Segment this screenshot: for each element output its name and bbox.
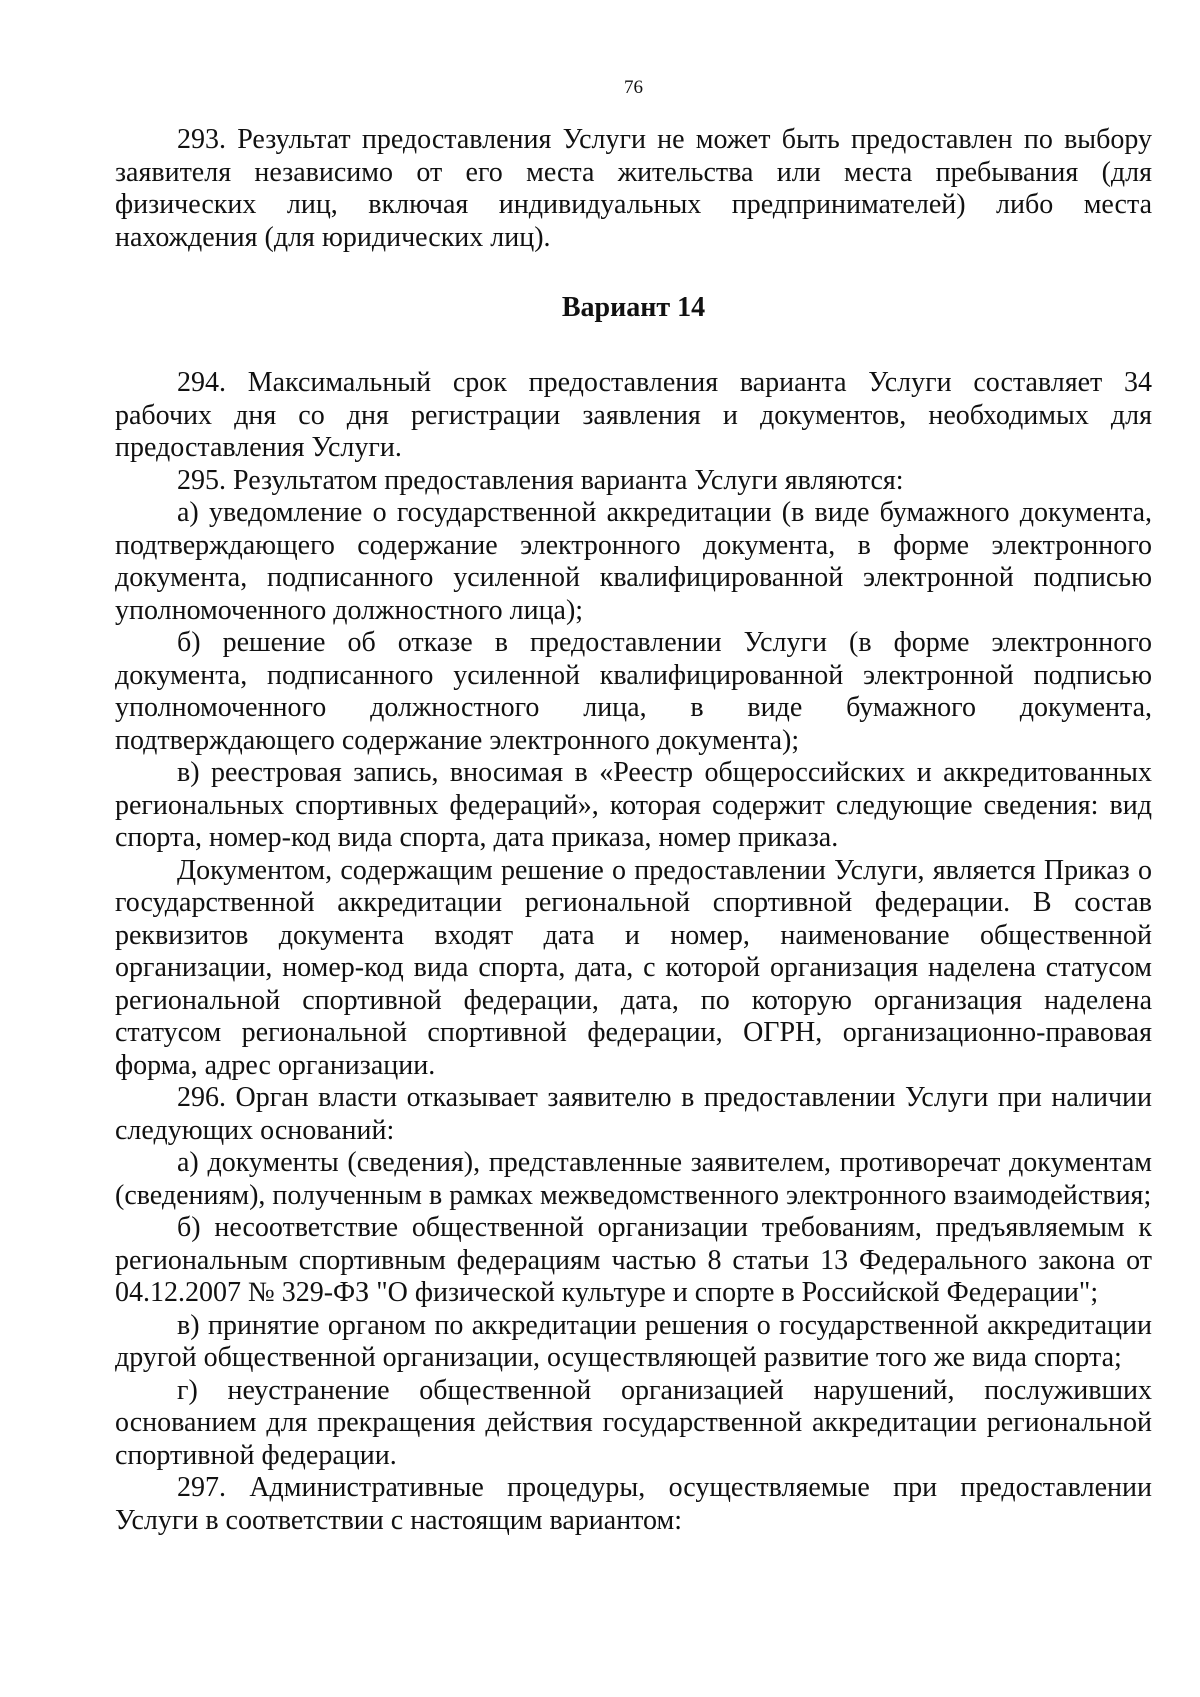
paragraph-296-b: б) несоответствие общественной организации требованиям, предъявляемым к региональным спортивным федерациям частью 8 статьи 13 Федерального закона от 04.12.2007 № 329-ФЗ "О физической культуре и спорте в Российской Федерации"; xyxy=(115,1212,1152,1308)
paragraph-297: 297. Административные процедуры, осуществляемые при предоставлении Услуги в соответствии с настоящим вариантом: xyxy=(115,1472,1152,1536)
section-heading: Вариант 14 xyxy=(561,292,706,323)
paragraph-295: 295. Результатом предоставления варианта Услуги являются: xyxy=(177,464,904,496)
paragraph-296-g: г) неустранение общественной организацией нарушений, послуживших основанием для прекращения действия государственной аккредитации региональной спортивной федерации. xyxy=(115,1374,1152,1471)
paragraph-296-a: а) документы (сведения), представленные заявителем, противоречат документам (сведениям), полученным в рамках межведомственного электронного взаимодействия; xyxy=(115,1147,1152,1211)
paragraph-296: 296. Орган власти отказывает заявителю в предоставлении Услуги при наличии следующих оснований: xyxy=(115,1082,1152,1146)
paragraph-296-v: в) принятие органом по аккредитации решения о государственной аккредитации другой общественной организации, осуществляющей развитие того же вида спорта; xyxy=(115,1309,1152,1373)
paragraph-295-a: а) уведомление о государственной аккредитации (в виде бумажного документа, подтверждающего содержание электронного документа, в форме электронного документа, подписанного усиленной квалифицированной электронной подписью уполномоченного должностного лица); xyxy=(115,497,1152,626)
paragraph-decision-document: Документом, содержащим решение о предоставлении Услуги, является Приказ о государственной аккредитации региональной спортивной федерации. В состав реквизитов документа входят дата и номер, наименование общественной организации, номер-код вида спорта, дата, с которой организация наделена статусом региональной спортивной федерации, дата, по которую организация наделена статусом региональной спортивной федерации, ОГРН, организационно-правовая форма, адрес организации. xyxy=(115,854,1152,1081)
page-number: 76 xyxy=(624,77,643,98)
paragraph-294: 294. Максимальный срок предоставления варианта Услуги составляет 34 рабочих дня со дня регистрации заявления и документов, необходимых для предоставления Услуги. xyxy=(115,367,1152,463)
paragraph-295-v: в) реестровая запись, вносимая в «Реестр общероссийских и аккредитованных региональных спортивных федераций», которая содержит следующие сведения: вид спорта, номер-код вида спорта, дата приказа, номер приказа. xyxy=(115,757,1152,853)
paragraph-293: 293. Результат предоставления Услуги не может быть предоставлен по выбору заявителя независимо от его места жительства или места пребывания (для физических лиц, включая индивидуальных предпринимателей) либо места нахождения (для юридических лиц). xyxy=(115,124,1152,253)
paragraph-295-b: б) решение об отказе в предоставлении Услуги (в форме электронного документа, подписанного усиленной квалифицированной электронной подписью уполномоченного должностного лица, в виде бумажного документа, подтверждающего содержание электронного документа); xyxy=(115,627,1152,756)
